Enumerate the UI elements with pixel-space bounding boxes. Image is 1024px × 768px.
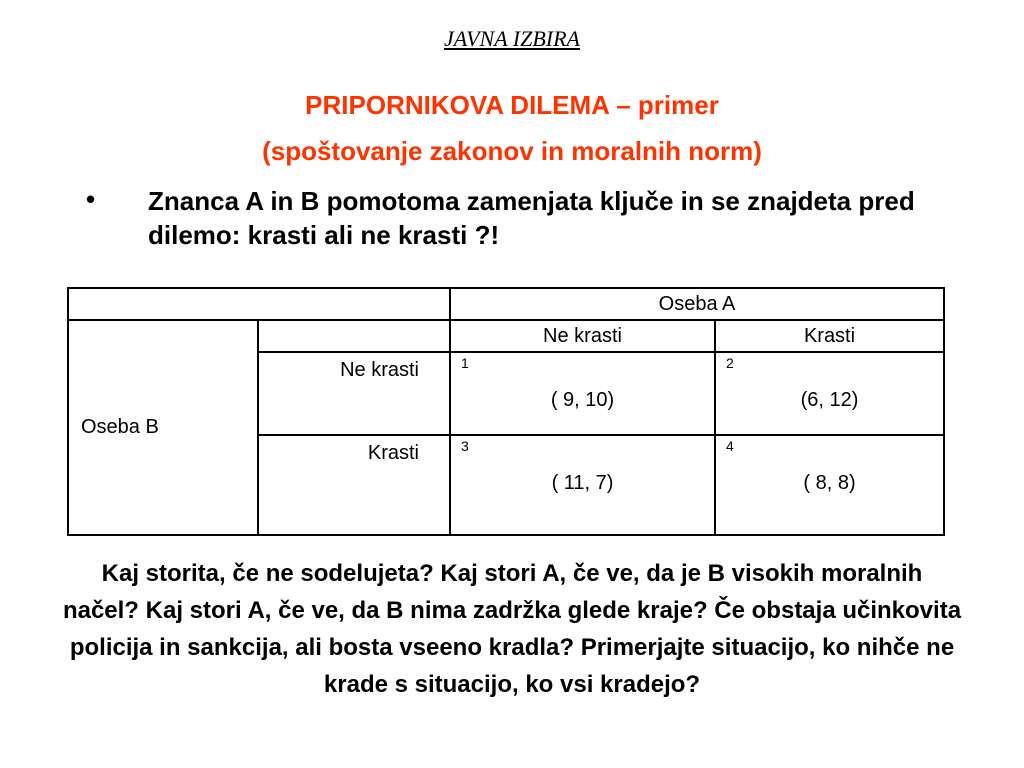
col-strategy-krasti: Krasti (715, 320, 944, 352)
row-player-label: Oseba B (68, 320, 258, 535)
payoff-value: ( 9, 10) (550, 389, 615, 411)
cell-number: 3 (461, 438, 469, 454)
bullet-text: Znanca A in B pomotoma zamenjata ključe in se znajdeta pred dilemo: krasti ali ne krasti ?! (148, 186, 915, 250)
payoff-value: ( 11, 7) (551, 472, 614, 494)
payoff-cell-3 (450, 435, 715, 535)
payoff-table (67, 287, 945, 536)
slide-title: PRIPORNIKOVA DILEMA – primer (305, 90, 719, 120)
payoff-cell-2 (715, 352, 944, 435)
cell-number: 4 (726, 438, 734, 454)
discussion-questions: Kaj storita, če ne sodelujeta? Kaj stori A, če ve, da je B visokih moralnih načel? Kaj stori A, če ve, da B nima zadržka glede kraje? Če obstaja učinkovita policija in sankcija, ali bosta vseeno kradla? Primerjajte situacijo, ko nihče ne krade s situacijo, ko vsi kradejo? (62, 560, 962, 698)
cell-number: 2 (726, 355, 734, 371)
table-corner-empty (68, 288, 450, 320)
payoff-cell-1 (450, 352, 715, 435)
slide-subtitle: (spoštovanje zakonov in moralnih norm) (262, 136, 762, 166)
bullet-icon: • (86, 184, 96, 214)
table-blank-cell (258, 320, 450, 352)
row-strategy-krasti: Krasti (258, 435, 450, 535)
payoff-cell-4 (715, 435, 944, 535)
col-player-label: Oseba A (450, 288, 944, 320)
cell-number: 1 (461, 355, 469, 371)
payoff-value: (6, 12) (800, 389, 859, 411)
row-strategy-ne-krasti: Ne krasti (258, 352, 450, 435)
col-strategy-ne-krasti: Ne krasti (450, 320, 715, 352)
slide-header: JAVNA IZBIRA (444, 26, 580, 51)
payoff-value: ( 8, 8) (803, 472, 856, 494)
